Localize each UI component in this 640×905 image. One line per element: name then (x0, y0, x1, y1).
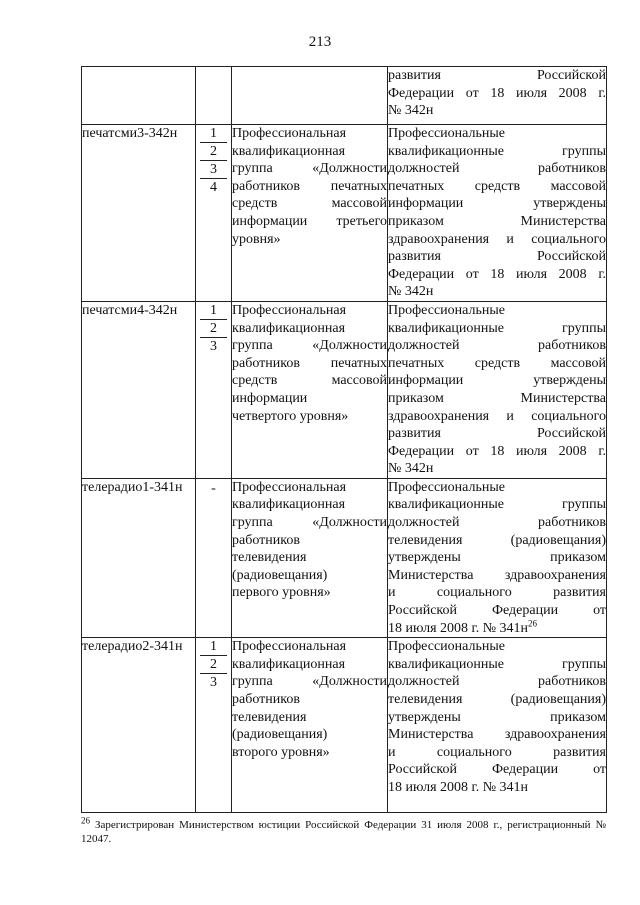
approving-document-cell (388, 125, 607, 302)
document-text-line: и социального развития (388, 585, 606, 601)
group-code: телерадио1-341н (82, 479, 183, 495)
document-text-line: Министерства здравоохранения (388, 567, 606, 583)
document-text-line: Федерации от 18 июля 2008 г. (388, 85, 606, 101)
qualification-level-number: 4 (210, 180, 217, 195)
document-text-line: печатных средств массовой (388, 178, 606, 194)
document-text-line (388, 460, 606, 478)
document-text-line: Федерации от 18 июля 2008 г. (388, 443, 606, 459)
group-name-line: средств массовой (232, 373, 387, 389)
group-name-line: второго уровня» (232, 744, 330, 760)
professional-group-cell (232, 67, 388, 125)
document-text-line (388, 779, 606, 797)
footnote (81, 815, 606, 846)
group-name-line: группа «Должности (232, 338, 387, 354)
approving-document-cell (388, 478, 607, 637)
document-text-line: Российской Федерации от (388, 762, 606, 778)
group-name-line: квалификационная (232, 320, 346, 336)
group-code: телерадио2-341н (82, 639, 183, 655)
group-name-line: Профессиональная (232, 479, 347, 495)
qualification-level-number: 3 (210, 675, 217, 691)
group-name-line: информации третьего (232, 213, 387, 229)
group-name-line: Профессиональная (232, 126, 347, 141)
group-name-line: Профессиональная (232, 639, 347, 655)
group-code-cell (82, 301, 196, 478)
document-text-line: утверждены приказом (388, 709, 606, 725)
group-name-line: (радиовещания) (232, 727, 328, 743)
table-row (82, 301, 607, 478)
group-name-line: квалификационная (232, 497, 346, 513)
document-text-line: развития Российской (388, 249, 606, 265)
professional-group-cell (232, 478, 388, 637)
document-text-line: Профессиональные (388, 479, 505, 495)
group-name-line: работников печатных (232, 178, 387, 194)
document-text-end: № 342н (388, 103, 434, 119)
group-name-line: информации (232, 390, 308, 406)
document-text-line: должностей работников (388, 674, 606, 690)
document-text-line: здравоохранения и социального (388, 231, 606, 247)
group-name-line: группа «Должности (232, 161, 387, 177)
qualification-levels-cell (196, 478, 232, 637)
group-name-line: группа «Должности (232, 674, 387, 690)
document-text-line: и социального развития (388, 744, 606, 760)
group-code-cell (82, 125, 196, 302)
group-code-cell (82, 67, 196, 125)
professional-groups-table (81, 66, 607, 813)
qualification-level-number: 3 (200, 161, 227, 179)
qualification-level-number: 1 (200, 638, 227, 656)
document-text-line: приказом Министерства (388, 390, 606, 406)
group-name-line: квалификационная (232, 143, 346, 159)
group-name-line: группа «Должности (232, 515, 387, 531)
document-text-line: квалификационные группы (388, 320, 606, 336)
document-text-line: должностей работников (388, 338, 606, 354)
document-text-line: Профессиональные (388, 126, 505, 141)
group-code-cell (82, 478, 196, 637)
document-text-line: Российской Федерации от (388, 603, 606, 619)
document-text-line: Федерации от 18 июля 2008 г. (388, 266, 606, 282)
table-row (82, 125, 607, 302)
group-code: печатсми3-342н (82, 126, 178, 141)
group-name-line: работников (232, 692, 300, 707)
document-text-line: информации утверждены (388, 196, 606, 212)
professional-group-cell (232, 638, 388, 813)
no-levels-dash: - (211, 480, 216, 496)
group-name-line: (радиовещания) (232, 567, 328, 583)
approving-document-cell (388, 301, 607, 478)
document-text-line: Министерства здравоохранения (388, 727, 606, 743)
group-name-line: телевидения (232, 550, 307, 566)
qualification-level-number: 3 (210, 338, 217, 354)
qualification-level-number: 1 (200, 125, 227, 143)
approving-document-cell (388, 638, 607, 813)
table-row (82, 478, 607, 637)
document-text-end: 18 июля 2008 г. № 341н (388, 779, 529, 795)
qualification-levels-cell (196, 125, 232, 302)
document-text-line: квалификационные группы (388, 143, 606, 159)
group-name-line: Профессиональная (232, 302, 347, 318)
document-text-line: печатных средств массовой (388, 355, 606, 371)
document-text-line: квалификационные группы (388, 656, 606, 672)
group-code: печатсми4-342н (82, 302, 178, 318)
qualification-level-number: 2 (200, 656, 227, 674)
document-text-line (388, 283, 606, 301)
document-text-end: 18 июля 2008 г. № 341н (388, 620, 529, 636)
group-name-line: первого уровня» (232, 585, 331, 601)
group-name-line: работников печатных (232, 355, 387, 371)
document-text-line: развития Российской (388, 426, 606, 442)
document-text-end: № 342н (388, 284, 434, 300)
professional-group-cell (232, 301, 388, 478)
document-text-line: должностей работников (388, 161, 606, 177)
document-text-line: приказом Министерства (388, 213, 606, 229)
document-text-line: утверждены приказом (388, 550, 606, 566)
footnote-separator (81, 812, 231, 813)
table-row (82, 638, 607, 813)
document-text-line: квалификационные группы (388, 497, 606, 513)
document-text-line (388, 102, 606, 120)
table-row (82, 67, 607, 125)
qualification-level-number: 1 (200, 302, 227, 320)
document-text-line: информации утверждены (388, 373, 606, 389)
document-text-line: Профессиональные (388, 302, 505, 318)
document-text-line: развития Российской (388, 68, 606, 83)
qualification-level-number: 2 (200, 143, 227, 161)
document-text-line: телевидения (радиовещания) (388, 692, 606, 707)
group-name-line: уровня» (232, 231, 281, 247)
footnote-reference[interactable]: 26 (528, 617, 538, 628)
professional-group-cell (232, 125, 388, 302)
group-name-line: четвертого уровня» (232, 408, 349, 424)
document-text-end: № 342н (388, 461, 434, 477)
group-name-line: телевидения (232, 709, 307, 725)
document-text-line: должностей работников (388, 515, 606, 531)
group-code-cell (82, 638, 196, 813)
group-name-line: квалификационная (232, 656, 346, 672)
qualification-level-number: 2 (200, 320, 227, 338)
qualification-levels-cell (196, 301, 232, 478)
page-number: 213 (308, 34, 332, 50)
document-text-line: здравоохранения и социального (388, 408, 606, 424)
footnote-text: Зарегистрирован Министерством юстиции Российской Федерации 31 июля 2008 г., регистрационный № 12047. (81, 819, 606, 845)
group-name-line: средств массовой (232, 196, 387, 212)
document-text-line: Профессиональные (388, 639, 505, 655)
document-text-line: телевидения (радиовещания) (388, 532, 606, 548)
qualification-levels-cell (196, 67, 232, 125)
footnote-marker: 26 (81, 815, 90, 826)
qualification-levels-cell (196, 638, 232, 813)
group-name-line: работников (232, 532, 300, 548)
document-text-line (388, 617, 606, 638)
approving-document-cell (388, 67, 607, 125)
